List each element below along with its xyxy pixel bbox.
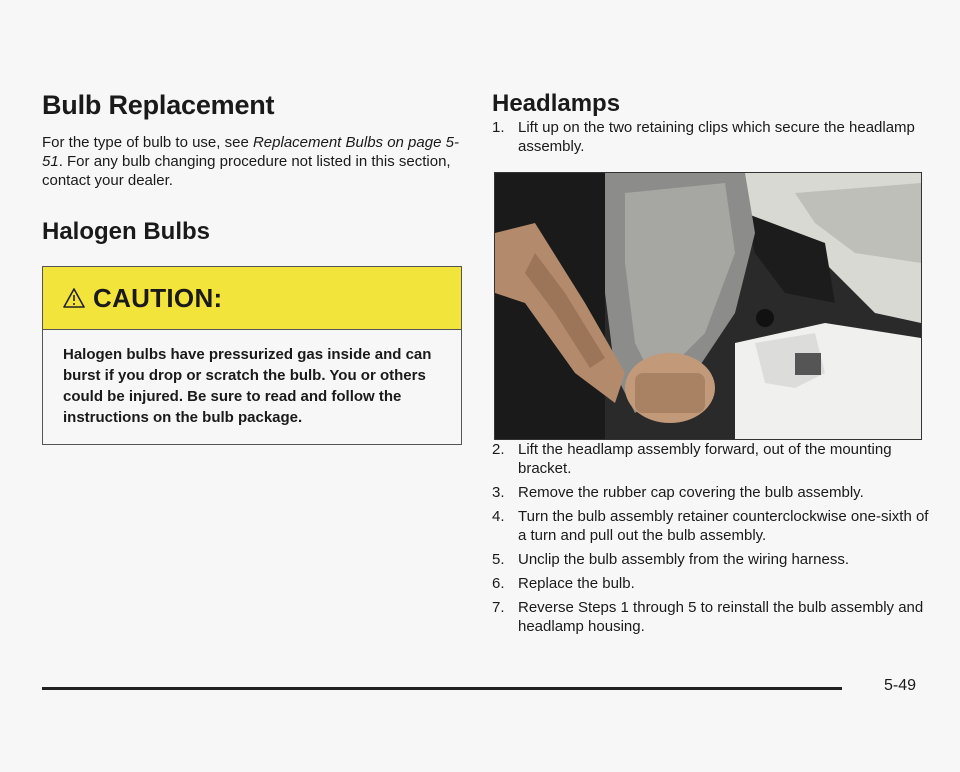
intro-prefix: For the type of bulb to use, see [42,134,253,151]
step-item [492,483,932,502]
step-number: 6. [492,575,505,592]
step-text: Unclip the bulb assembly from the wiring harness. [518,551,849,568]
page-title: Bulb Replacement [42,90,275,120]
step-number: 1. [492,119,505,136]
step-item [492,550,932,569]
steps-list-first [492,118,932,156]
step-text: Turn the bulb assembly retainer counterclockwise one-sixth of a turn and pull out the bulb assembly. [518,508,929,544]
step-item [492,118,932,156]
step-text: Lift up on the two retaining clips which secure the headlamp assembly. [518,119,915,155]
caution-text: Halogen bulbs have pressurized gas inside and can burst if you drop or scratch the bulb. You or others could be injured. Be sure to read and follow the instructions on the bulb package. [63,346,432,426]
step-text: Lift the headlamp assembly forward, out of the mounting bracket. [518,441,892,477]
step-item [492,574,932,593]
step-number: 2. [492,441,505,458]
page-number: 5-49 [884,677,917,694]
step-number: 7. [492,599,505,616]
steps-list-rest [492,440,932,636]
step-text: Replace the bulb. [518,575,635,592]
headlamp-photo [494,172,922,440]
section-title-headlamps: Headlamps [492,90,621,117]
step-text: Remove the rubber cap covering the bulb assembly. [518,484,864,501]
intro-reference-link[interactable]: Replacement Bulbs on page 5-51 [42,134,459,170]
right-column [492,90,932,641]
left-column [42,90,462,445]
intro-suffix: . For any bulb changing procedure not listed in this section, contact your dealer. [42,153,451,189]
step-number: 3. [492,484,505,501]
step-text: Reverse Steps 1 through 5 to reinstall the bulb assembly and headlamp housing. [518,599,924,635]
step-number: 4. [492,508,505,525]
step-item [492,440,932,478]
step-number: 5. [492,551,505,568]
step-item [492,598,932,636]
step-item [492,507,932,545]
caution-box [42,266,462,445]
caution-header [43,267,461,330]
caution-label: CAUTION: [93,282,223,313]
section-title-halogen: Halogen Bulbs [42,218,211,245]
footer-rule [42,687,842,690]
intro-paragraph [42,133,462,190]
warning-triangle-icon [63,287,85,309]
